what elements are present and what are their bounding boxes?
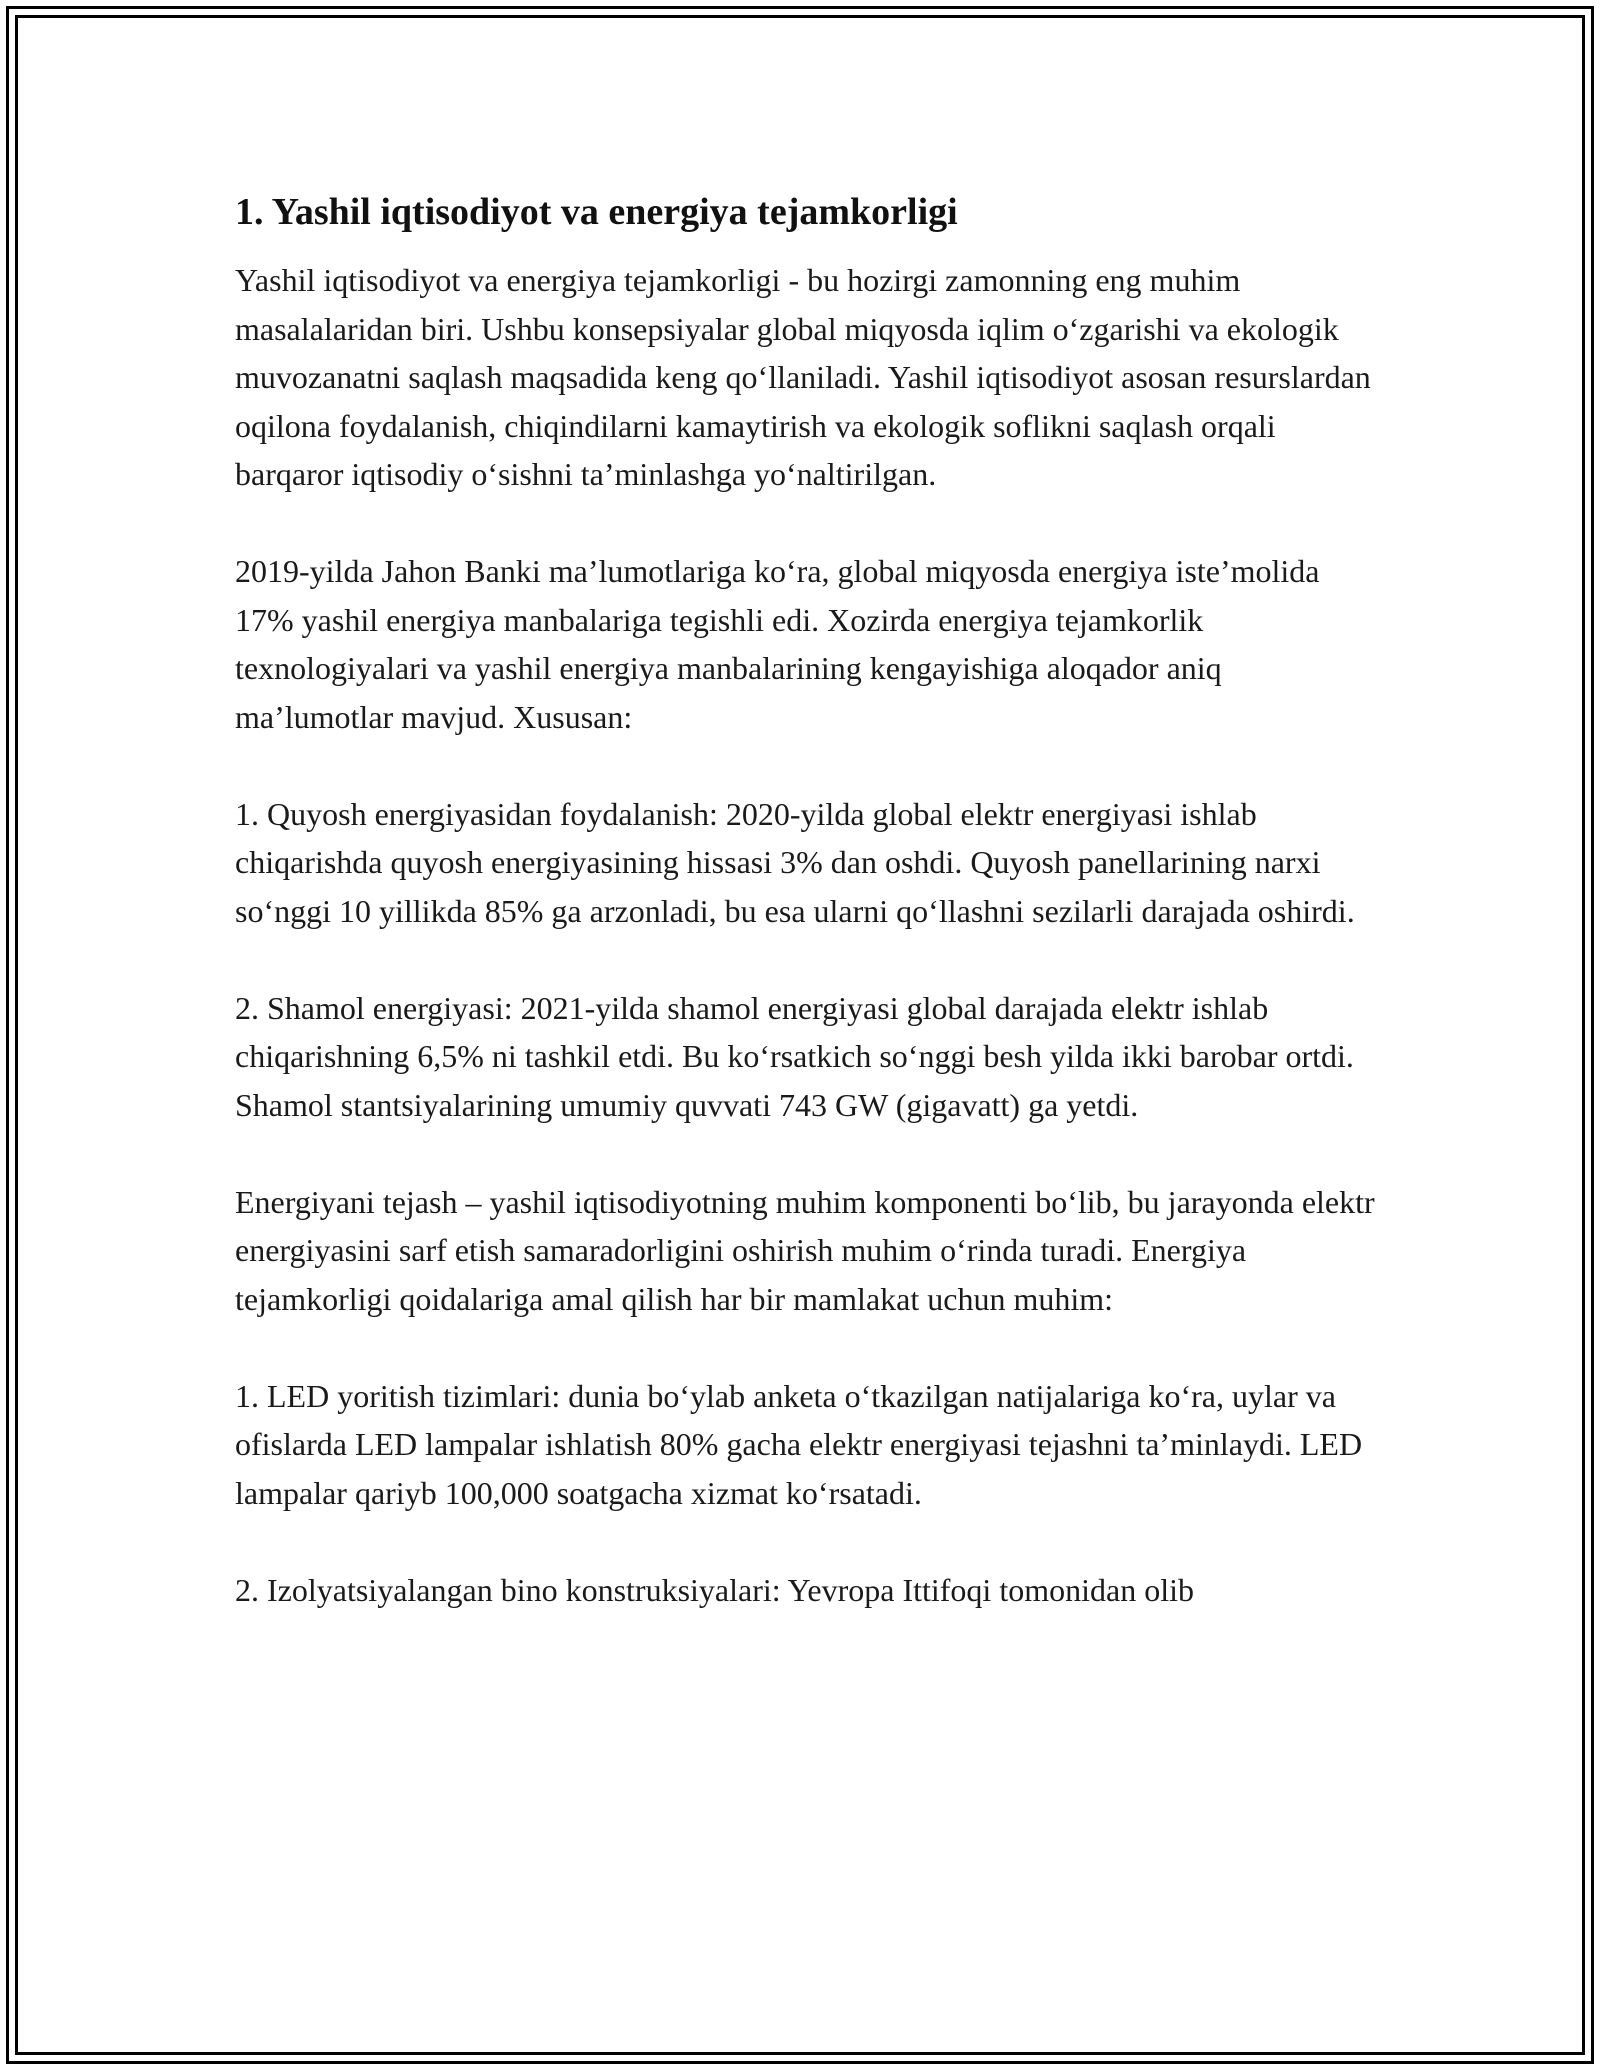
paragraph-solar: 1. Quyosh energiyasidan foydalanish: 2020-yilda global elektr energiyasi ishlab chiqarishda quyosh energiyasining hissasi 3% dan oshdi. Quyosh panellarining narxi so‘nggi 10 yillikda 85% ga arzonladi, bu esa ularni qo‘llashni sezilarli darajada oshirdi.: [235, 795, 1355, 929]
paragraph-led: 1. LED yoritish tizimlari: dunia bo‘ylab anketa o‘tkazilgan natijalariga ko‘ra, uylar va ofislarda LED lampalar ishlatish 80% gacha elektr energiyasi tejashni ta’minlaydi. LED lampalar qariyb 100,000 soatgacha xizmat ko‘rsatadi.: [235, 1377, 1363, 1511]
paragraph-wind: 2. Shamol energiyasi: 2021-yilda shamol energiyasi global darajada elektr ishlab chiqarishning 6,5% ni tashkil etdi. Bu ko‘rsatkich so‘nggi besh yilda ikki barobar ortdi. Shamol stantsiyalarining umumiy quvvati 743 GW (gigavatt) ga yetdi.: [235, 989, 1354, 1123]
paragraph-insulation: 2. Izolyatsiyalangan bino konstruksiyalari: Yevropa Ittifoqi tomonidan olib: [235, 1571, 1194, 1608]
document-body: [235, 186, 1375, 1663]
paragraph-energy-saving: Energiyani tejash – yashil iqtisodiyotning muhim komponenti bo‘lib, bu jarayonda elektr energiyasini sarf etish samaradorligini oshirish muhim o‘rinda turadi. Energiya tejamkorligi qoidalariga amal qilish har bir mamlakat uchun muhim:: [235, 1183, 1375, 1317]
paragraph-intro: Yashil iqtisodiyot va energiya tejamkorligi - bu hozirgi zamonning eng muhim masalalaridan biri. Ushbu konsepsiyalar global miqyosda iqlim o‘zgarishi va ekologik muvozanatni saqlash maqsadida keng qo‘llaniladi. Yashil iqtisodiyot asosan resurslardan oqilona foydalanish, chiqindilarni kamaytirish va ekologik soflikni saqlash orqali barqaror iqtisodiy o‘sishni ta’minlashga yo‘naltirilgan.: [235, 262, 1371, 492]
paragraph-world-bank: 2019-yilda Jahon Banki ma’lumotlariga ko‘ra, global miqyosda energiya iste’molida 17% yashil energiya manbalariga tegishli edi. Xozirda energiya tejamkorlik texnologiyalari va yashil energiya manbalarining kengayishiga aloqador aniq ma’lumotlar mavjud. Xususan:: [235, 553, 1320, 735]
document-title: 1. Yashil iqtisodiyot va energiya tejamkorligi: [235, 191, 958, 233]
